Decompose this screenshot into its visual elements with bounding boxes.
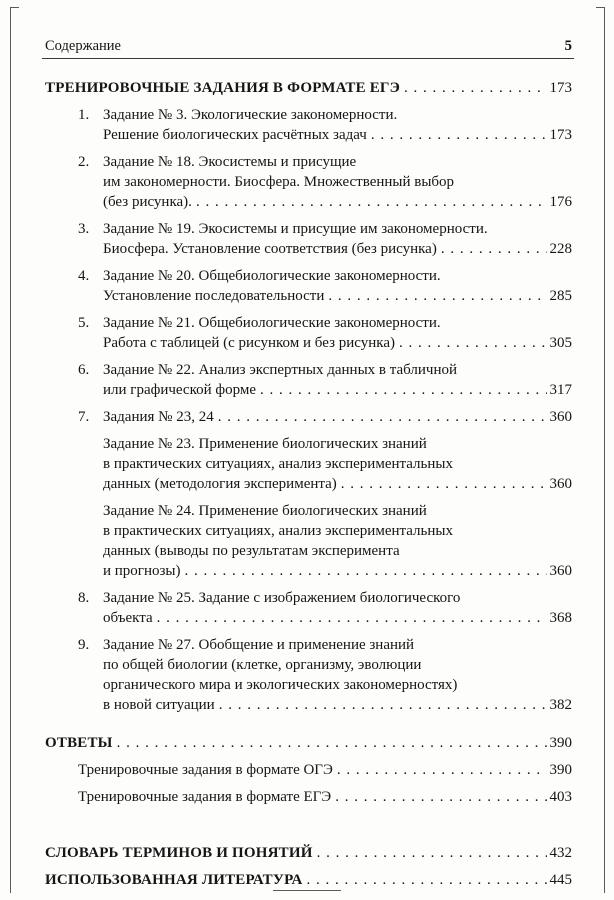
entry-text: ТРЕНИРОВОЧНЫЕ ЗАДАНИЯ В ФОРМАТЕ ЕГЭ: [45, 80, 401, 96]
entry-page: 360: [549, 476, 572, 492]
entry-number: 7.: [78, 409, 90, 425]
entry-line: [103, 675, 572, 695]
toc-entry-subitem: [45, 501, 572, 581]
entry-page: 390: [549, 762, 572, 778]
entry-text: СЛОВАРЬ ТЕРМИНОВ И ПОНЯТИЙ: [45, 845, 313, 861]
entry-text: Задание № 3. Экологические закономерности.: [103, 107, 398, 123]
page-border-right: [604, 7, 605, 893]
entry-text: Задание № 23. Применение биологических знаний: [103, 436, 427, 452]
entry-text: Решение биологических расчётных задач: [103, 127, 367, 143]
entry-line: [45, 870, 572, 890]
page-border-tick-top-right: [596, 7, 605, 8]
dot-leader: [260, 380, 546, 400]
entry-line: [78, 760, 572, 780]
entry-page: 360: [549, 563, 572, 579]
entry-line: [103, 313, 572, 333]
toc-list: [45, 78, 572, 890]
entry-page: 403: [549, 789, 572, 805]
entry-line: [103, 608, 572, 628]
entry-page: 305: [549, 335, 572, 351]
page-border-tick-bottom: [273, 890, 341, 891]
entry-text: в новой ситуации: [103, 697, 215, 713]
toc-section-1: [45, 78, 572, 715]
entry-number: 8.: [78, 590, 90, 606]
entry-line: [103, 635, 572, 655]
entry-line: [103, 333, 572, 353]
entry-line: [103, 192, 572, 212]
entry-line: [103, 266, 572, 286]
entry-page: 317: [549, 382, 572, 398]
entry-number: 4.: [78, 268, 90, 284]
toc-entry-item: [45, 266, 572, 306]
dot-leader: [184, 561, 546, 581]
entry-line: [103, 541, 572, 561]
dot-leader: [441, 239, 547, 259]
entry-line: [103, 219, 572, 239]
entry-text: Задание № 24. Применение биологических знаний: [103, 503, 427, 519]
entry-line: [45, 78, 572, 98]
dot-leader: [404, 78, 546, 98]
entry-text: Задание № 20. Общебиологические закономерности.: [103, 268, 441, 284]
entry-number: 1.: [78, 107, 90, 123]
toc-entry-item: [45, 219, 572, 259]
dot-leader: [337, 760, 547, 780]
entry-page: 173: [549, 127, 572, 143]
dot-leader: [307, 870, 547, 890]
entry-number: 6.: [78, 362, 90, 378]
entry-line: [103, 588, 572, 608]
entry-line: [103, 454, 572, 474]
dot-leader: [399, 333, 547, 353]
entry-text: Задание № 21. Общебиологические закономерности.: [103, 315, 441, 331]
entry-line: [103, 152, 572, 172]
entry-line: [45, 733, 572, 753]
dot-leader: [157, 608, 547, 628]
entry-line: [103, 434, 572, 454]
entry-text: в практических ситуациях, анализ экспериментальных: [103, 456, 453, 472]
entry-page: 445: [549, 872, 572, 888]
entry-text: Тренировочные задания в формате ОГЭ: [78, 762, 333, 778]
entry-line: [103, 407, 572, 427]
entry-text: ИСПОЛЬЗОВАННАЯ ЛИТЕРАТУРА: [45, 872, 303, 888]
toc-entry-item: [45, 588, 572, 628]
entry-line: [103, 561, 572, 581]
entry-line: [103, 521, 572, 541]
entry-text: Биосфера. Установление соответствия (без рисунка): [103, 241, 437, 257]
entry-page: 382: [549, 697, 572, 713]
dot-leader: [117, 733, 547, 753]
entry-line: [103, 501, 572, 521]
dot-leader: [196, 192, 547, 212]
entry-text: и прогнозы): [103, 563, 181, 579]
entry-line: [103, 380, 572, 400]
entry-number: 3.: [78, 221, 90, 237]
entry-text: Задание № 25. Задание с изображением биологического: [103, 590, 461, 606]
entry-line: [103, 125, 572, 145]
entry-line: [103, 695, 572, 715]
entry-number: 5.: [78, 315, 90, 331]
entry-text: в практических ситуациях, анализ экспериментальных: [103, 523, 453, 539]
entry-text: данных (методология эксперимента): [103, 476, 337, 492]
toc-entry-item: [45, 635, 572, 715]
entry-text: Установление последовательности: [103, 288, 325, 304]
entry-line: [103, 105, 572, 125]
dot-leader: [219, 695, 547, 715]
running-header-title: Содержание: [45, 38, 121, 54]
dot-leader: [328, 286, 546, 306]
toc-entry-item: [45, 105, 572, 145]
entry-line: [103, 474, 572, 494]
entry-text: Тренировочные задания в формате ЕГЭ: [78, 789, 332, 805]
toc-entry-subitem: [45, 434, 572, 494]
toc-entry-item: [45, 360, 572, 400]
entry-line: [103, 172, 572, 192]
entry-text: по общей биологии (клетке, организму, эволюции: [103, 657, 422, 673]
entry-page: 432: [549, 845, 572, 861]
entry-text: Задание № 19. Экосистемы и присущие им закономерности.: [103, 221, 488, 237]
entry-line: [45, 843, 572, 863]
entry-page: 228: [549, 241, 572, 257]
entry-text: объекта: [103, 610, 153, 626]
dot-leader: [218, 407, 547, 427]
toc-section-3: [45, 843, 572, 890]
entry-line: [103, 286, 572, 306]
entry-page: 368: [549, 610, 572, 626]
toc-entry-heading: [45, 870, 572, 890]
entry-text: органического мира и экологических закономерностях): [103, 677, 458, 693]
entry-page: 176: [549, 194, 572, 210]
entry-text: им закономерности. Биосфера. Множественный выбор: [103, 174, 455, 190]
running-header: [45, 38, 572, 55]
page-border-left: [10, 7, 11, 893]
entry-text: Задание № 22. Анализ экспертных данных в табличной: [103, 362, 458, 378]
toc-entry-item: [45, 407, 572, 427]
entry-line: [103, 360, 572, 380]
entry-text: Задание № 27. Обобщение и применение знаний: [103, 637, 415, 653]
toc-entry-heading: [45, 843, 572, 863]
entry-text: Задания № 23, 24: [103, 409, 214, 425]
page-border-tick-top-left: [10, 7, 19, 8]
entry-page: 360: [549, 409, 572, 425]
entry-text: (без рисунка).: [103, 194, 192, 210]
dot-leader: [335, 787, 546, 807]
toc-entry-item: [45, 313, 572, 353]
entry-page: 390: [549, 735, 572, 751]
toc-entry-heading: [45, 733, 572, 753]
entry-line: [103, 239, 572, 259]
entry-number: 9.: [78, 637, 90, 653]
entry-page: 285: [549, 288, 572, 304]
toc-section-2: [45, 733, 572, 807]
entry-text: или графической форме: [103, 382, 257, 398]
dot-leader: [341, 474, 547, 494]
entry-text: Работа с таблицей (с рисунком и без рисунка): [103, 335, 395, 351]
toc-entry-answers-sub: [45, 787, 572, 807]
entry-text: ОТВЕТЫ: [45, 735, 113, 751]
entry-text: Задание № 18. Экосистемы и присущие: [103, 154, 357, 170]
header-rule: [42, 58, 574, 59]
page-number: 5: [564, 38, 572, 54]
dot-leader: [371, 125, 547, 145]
entry-line: [78, 787, 572, 807]
entry-text: данных (выводы по результатам эксперимента: [103, 543, 400, 559]
entry-number: 2.: [78, 154, 90, 170]
dot-leader: [317, 843, 547, 863]
toc-entry-answers-sub: [45, 760, 572, 780]
toc-entry-item: [45, 152, 572, 212]
toc-entry-heading: [45, 78, 572, 98]
entry-line: [103, 655, 572, 675]
entry-page: 173: [549, 80, 572, 96]
